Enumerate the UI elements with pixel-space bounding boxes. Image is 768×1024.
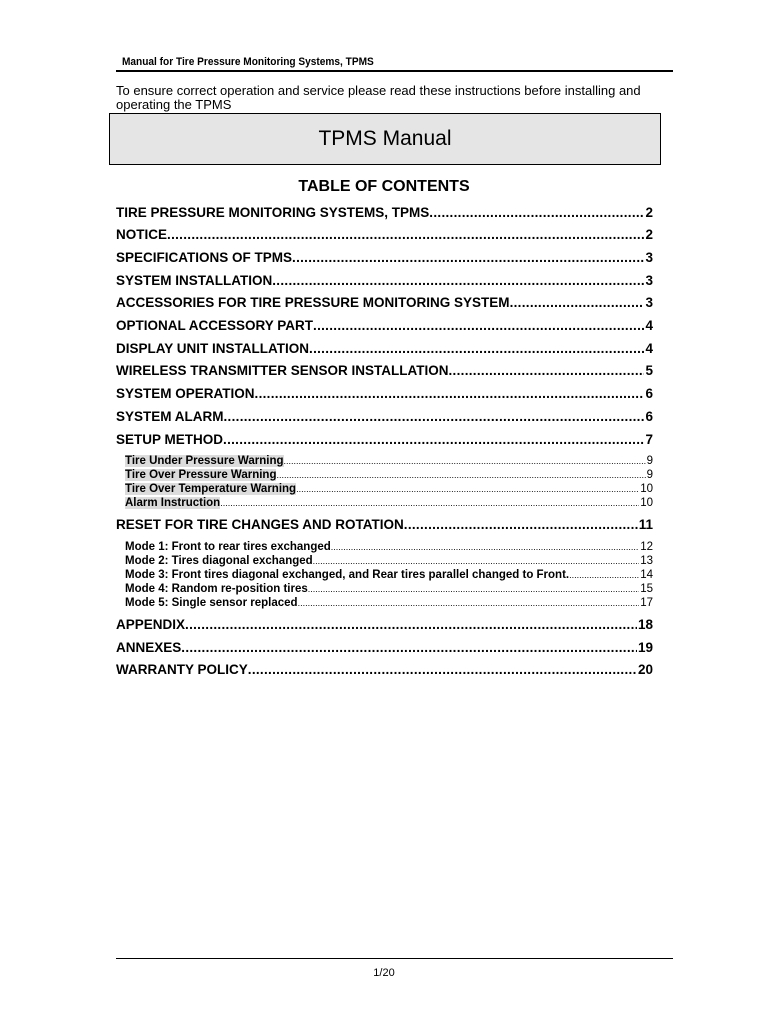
toc-entry[interactable] xyxy=(116,341,653,359)
toc-entry-title: WARRANTY POLICY xyxy=(116,662,248,677)
toc-dot-leader xyxy=(185,617,637,632)
toc-subentry-title: Mode 3: Front tires diagonal exchanged, and Rear tires parallel changed to Front. xyxy=(125,569,570,581)
toc-subentry[interactable] xyxy=(125,569,653,583)
title-box xyxy=(109,113,661,165)
toc-entry-title: ANNEXES xyxy=(116,640,182,655)
toc-dot-leader xyxy=(331,541,639,553)
toc-entry-title: RESET FOR TIRE CHANGES AND ROTATION xyxy=(116,517,404,532)
toc-subentry[interactable] xyxy=(125,483,653,497)
toc-dot-leader xyxy=(223,432,644,447)
toc-entry-page: 4 xyxy=(645,341,653,356)
toc-entry-title: NOTICE xyxy=(116,227,168,242)
toc-subentry-page: 15 xyxy=(640,583,653,595)
header-divider xyxy=(116,70,673,72)
toc-entry[interactable] xyxy=(116,409,653,427)
toc-entry-page: 19 xyxy=(637,640,653,655)
toc-entry[interactable] xyxy=(116,273,653,291)
toc-subentry-page: 14 xyxy=(640,569,653,581)
toc-entry-title: TIRE PRESSURE MONITORING SYSTEMS, TPMS xyxy=(116,205,430,220)
toc-dot-leader xyxy=(296,483,639,495)
toc-dot-leader xyxy=(272,273,644,288)
toc-entry[interactable] xyxy=(116,318,653,336)
toc-entry-title: APPENDIX xyxy=(116,617,186,632)
toc-subentry-title: Mode 2: Tires diagonal exchanged xyxy=(125,555,313,567)
toc-dot-leader xyxy=(284,455,646,467)
toc-entry[interactable] xyxy=(116,386,653,404)
running-header-title: Manual for Tire Pressure Monitoring Systems, TPMS xyxy=(122,56,374,68)
toc-entry-page: 11 xyxy=(638,517,653,532)
toc-subentry-page: 12 xyxy=(640,541,653,553)
toc-dot-leader xyxy=(298,597,640,609)
toc-subentry-title: Mode 4: Random re-position tires xyxy=(125,583,308,595)
toc-subentry-page: 10 xyxy=(640,497,653,509)
toc-dot-leader xyxy=(404,517,638,532)
toc-entry-page: 3 xyxy=(645,273,653,288)
toc-entry-title: SETUP METHOD xyxy=(116,432,224,447)
toc-dot-leader xyxy=(309,341,644,356)
toc-entry-page: 7 xyxy=(645,432,653,447)
toc-subentry[interactable] xyxy=(125,541,653,555)
toc-subentry-title: Tire Under Pressure Warning xyxy=(125,455,284,467)
toc-subentry-title: Alarm Instruction xyxy=(125,497,221,509)
toc-dot-leader xyxy=(510,295,645,310)
toc-dot-leader xyxy=(308,583,639,595)
toc-entry-title: SPECIFICATIONS OF TPMS xyxy=(116,250,293,265)
toc-entry-title: ACCESSORIES FOR TIRE PRESSURE MONITORING SYSTEM xyxy=(116,295,510,310)
toc-subentry-page: 9 xyxy=(646,455,653,467)
toc-entry-title: DISPLAY UNIT INSTALLATION xyxy=(116,341,310,356)
toc-subentry-title: Tire Over Temperature Warning xyxy=(125,483,297,495)
toc-subentry[interactable] xyxy=(125,469,653,483)
toc-subentry[interactable] xyxy=(125,555,653,569)
toc-subentry[interactable] xyxy=(125,597,653,611)
toc-entry[interactable] xyxy=(116,662,653,680)
toc-entry-page: 3 xyxy=(645,295,653,310)
toc-subentry-title: Mode 5: Single sensor replaced xyxy=(125,597,298,609)
toc-subentry-title: Tire Over Pressure Warning xyxy=(125,469,277,481)
toc-subentry-page: 10 xyxy=(640,483,653,495)
toc-subentry-title: Mode 1: Front to rear tires exchanged xyxy=(125,541,331,553)
toc-entry[interactable] xyxy=(116,640,653,658)
toc-entry-title: SYSTEM INSTALLATION xyxy=(116,273,273,288)
toc-entry-page: 6 xyxy=(645,386,653,401)
toc-entry-title: OPTIONAL ACCESSORY PART xyxy=(116,318,314,333)
toc-entry-title: SYSTEM OPERATION xyxy=(116,386,255,401)
toc-dot-leader xyxy=(429,205,644,220)
toc-entry[interactable] xyxy=(116,363,653,381)
toc-entry-page: 6 xyxy=(645,409,653,424)
toc-dot-leader xyxy=(449,363,645,378)
toc-entry[interactable] xyxy=(116,227,653,245)
toc-dot-leader xyxy=(292,250,644,265)
toc-entry-page: 5 xyxy=(645,363,653,378)
toc-entry[interactable] xyxy=(116,617,653,635)
toc-entry[interactable] xyxy=(116,295,653,313)
toc-entry-title: SYSTEM ALARM xyxy=(116,409,224,424)
toc-subentry-page: 9 xyxy=(646,469,653,481)
toc-entry[interactable] xyxy=(116,250,653,268)
toc-dot-leader xyxy=(167,227,644,242)
toc-entry-page: 18 xyxy=(637,617,653,632)
toc-entry[interactable] xyxy=(116,205,653,223)
toc-dot-leader xyxy=(248,662,637,677)
toc-dot-leader xyxy=(313,555,640,567)
intro-paragraph: To ensure correct operation and service please read these instructions before installing and operating the TPMS xyxy=(116,83,641,112)
footer-divider xyxy=(116,958,673,959)
document-title: TPMS Manual xyxy=(318,127,452,150)
toc-entry[interactable] xyxy=(116,432,653,450)
page-number: 1/20 xyxy=(373,967,395,979)
toc-dot-leader xyxy=(569,569,639,581)
toc-dot-leader xyxy=(181,640,637,655)
toc-subentry[interactable] xyxy=(125,455,653,469)
toc-dot-leader xyxy=(220,497,639,509)
toc-entry-page: 2 xyxy=(645,227,653,242)
toc-dot-leader xyxy=(255,386,645,401)
toc-entry-page: 3 xyxy=(645,250,653,265)
toc-subentry[interactable] xyxy=(125,583,653,597)
toc-entry[interactable] xyxy=(116,517,653,535)
toc-subentry[interactable] xyxy=(125,497,653,511)
toc-entry-title: WIRELESS TRANSMITTER SENSOR INSTALLATION xyxy=(116,363,449,378)
toc-dot-leader xyxy=(224,409,645,424)
toc-entry-page: 2 xyxy=(645,205,653,220)
toc-entry-page: 4 xyxy=(645,318,653,333)
toc-heading: TABLE OF CONTENTS xyxy=(298,178,470,195)
toc-entry-page: 20 xyxy=(637,662,653,677)
toc-subentry-page: 17 xyxy=(640,597,653,609)
toc-dot-leader xyxy=(276,469,645,481)
toc-dot-leader xyxy=(313,318,644,333)
toc-subentry-page: 13 xyxy=(640,555,653,567)
